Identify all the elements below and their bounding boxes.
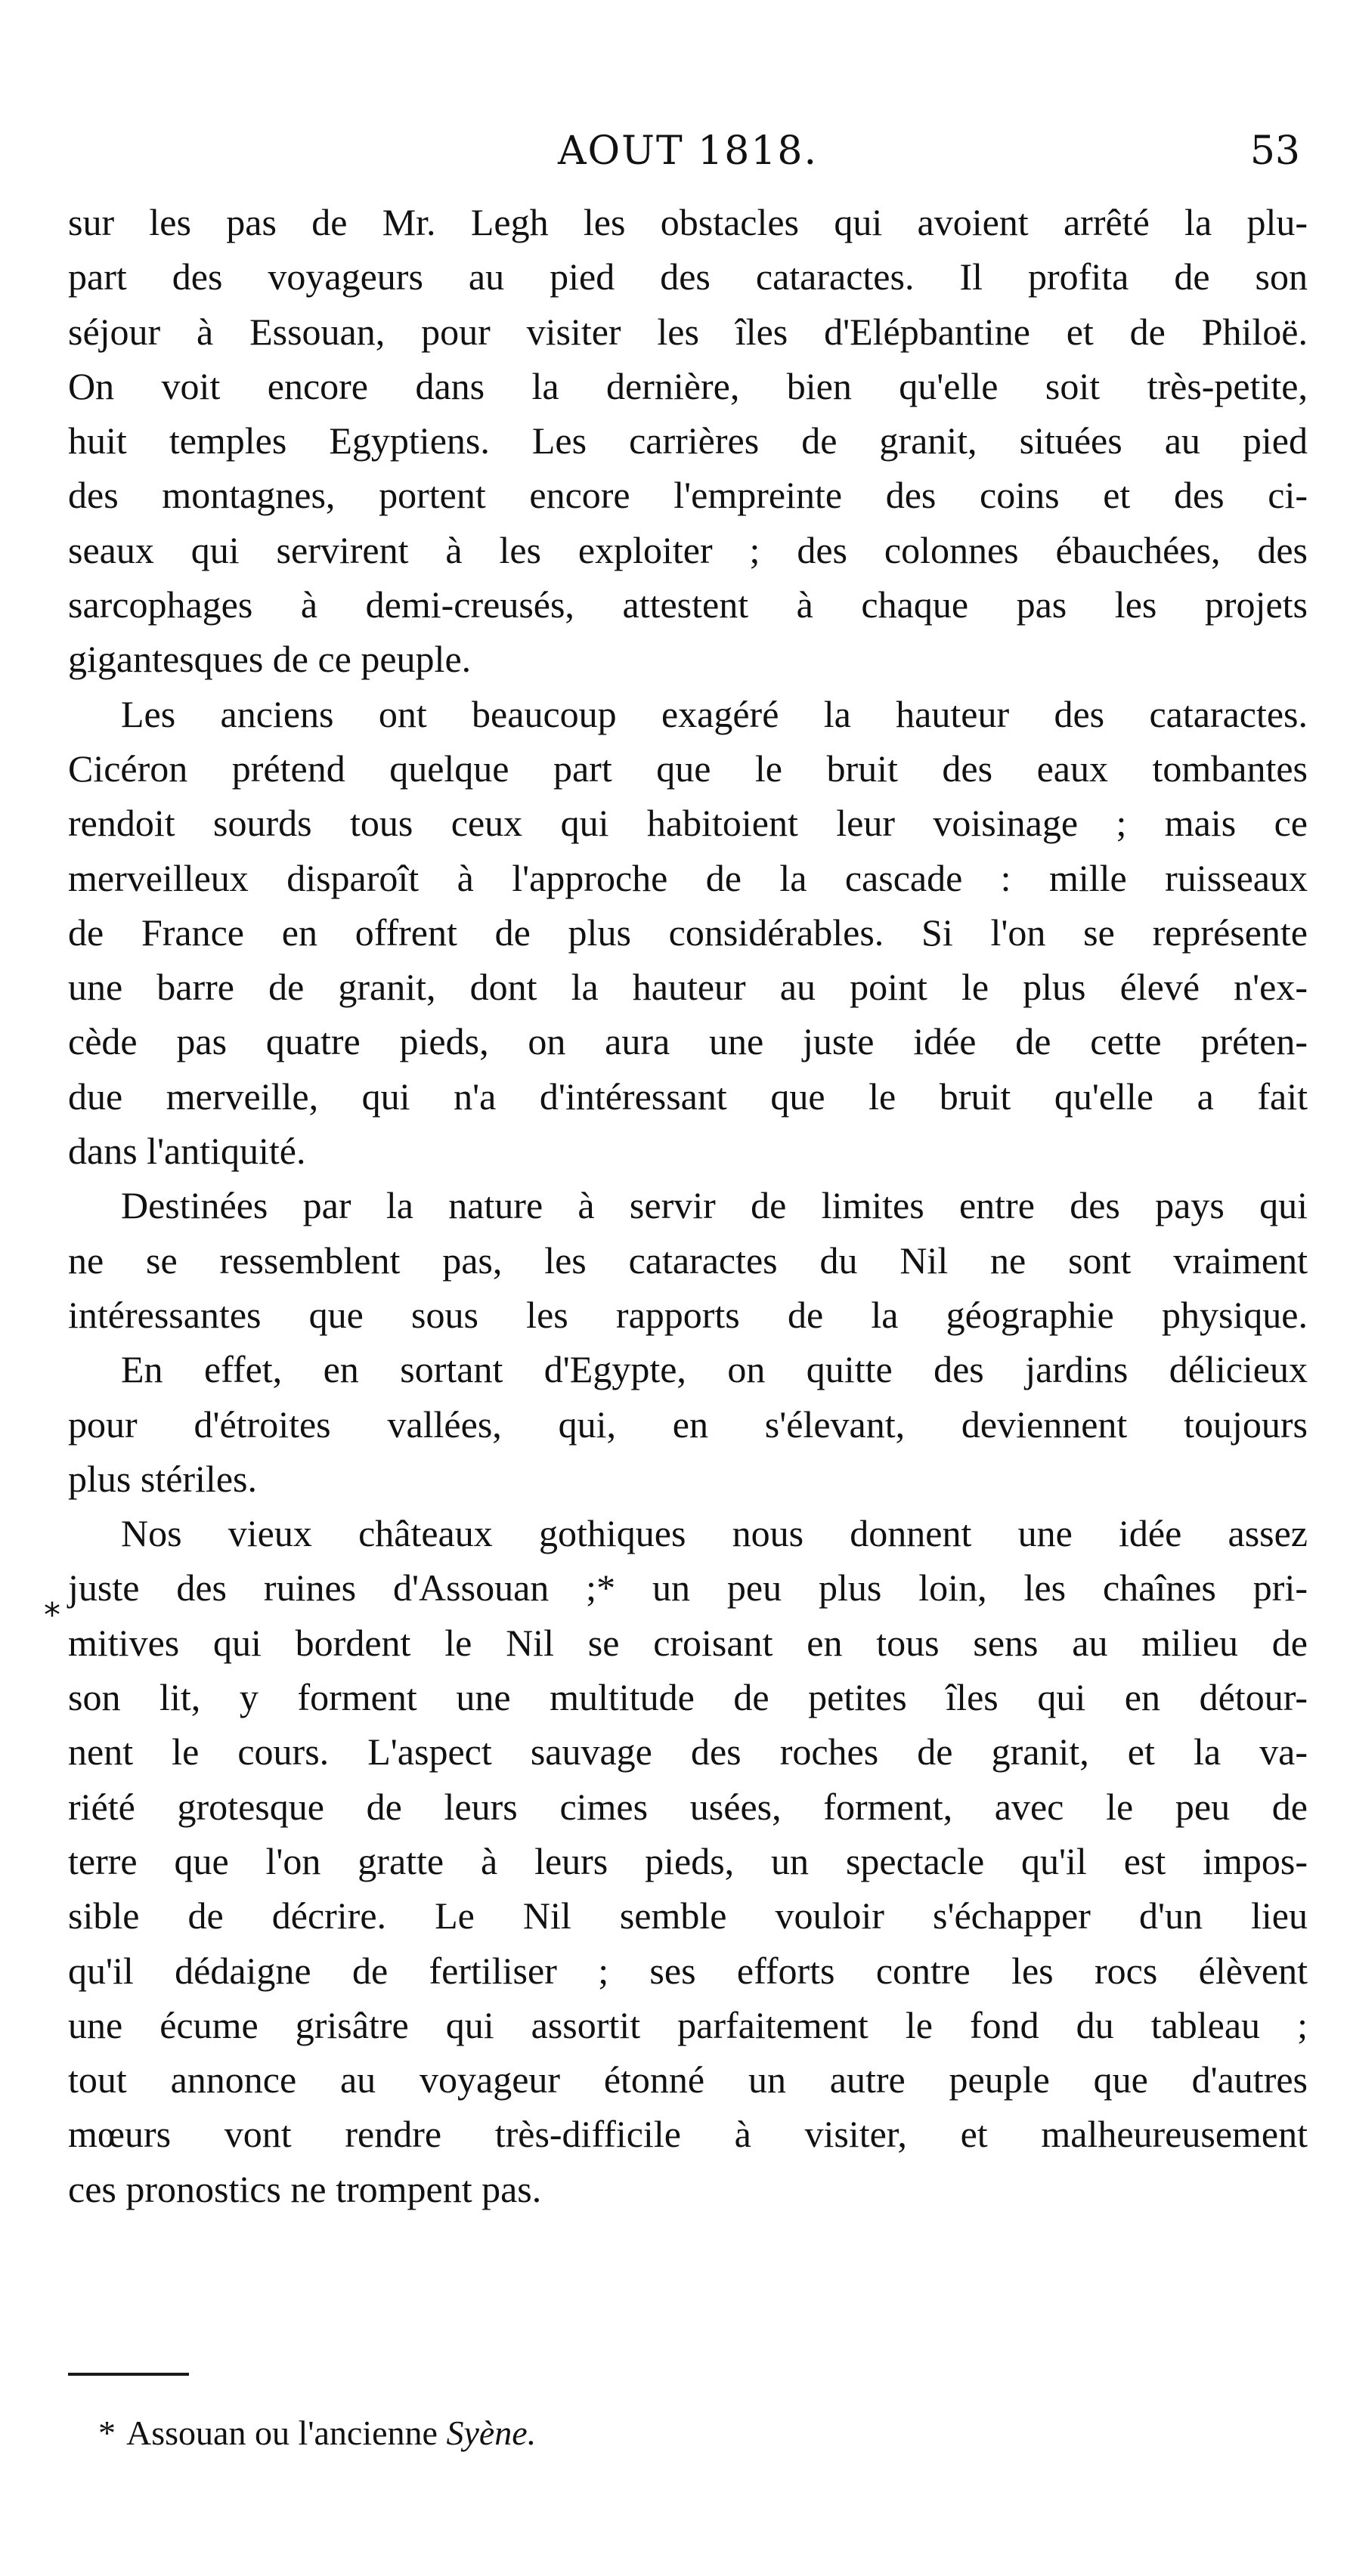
- text-line: son lit, y forment une multitude de petites îles qui en détour-: [68, 1676, 1308, 1719]
- text-line: ne se ressemblent pas, les cataractes du Nil ne sont vraiment: [68, 1239, 1308, 1282]
- text-line: séjour à Essouan, pour visiter les îles d'Elépbantine et de Philoë.: [68, 310, 1308, 353]
- text-line: sarcophages à demi-creusés, attestent à chaque pas les projets: [68, 583, 1308, 626]
- footnote-emphasis: Syène.: [446, 2414, 537, 2452]
- footnote-divider: [68, 2373, 189, 2376]
- text-line: une barre de granit, dont la hauteur au point le plus élevé n'ex-: [68, 966, 1308, 1009]
- text-line: sible de décrire. Le Nil semble vouloir s'échapper d'un lieu: [68, 1894, 1308, 1937]
- paragraph-3: [68, 1178, 1308, 1506]
- text-line: Les anciens ont beaucoup exagéré la hauteur des cataractes.: [121, 692, 1308, 735]
- paragraph-4: [68, 1506, 1308, 2216]
- text-line: ces pronostics ne trompent pas.: [68, 2167, 542, 2210]
- text-line: terre que l'on gratte à leurs pieds, un spectacle qu'il est impos-: [68, 1839, 1308, 1882]
- page-number: 53: [1249, 128, 1300, 174]
- footnote-marker: *: [98, 2414, 116, 2452]
- text-line: rendoit sourds tous ceux qui habitoient leur voisinage ; mais ce: [68, 802, 1308, 845]
- footnote: [98, 2411, 536, 2456]
- paragraph-2: [68, 687, 1308, 1179]
- text-line: Nos vieux châteaux gothiques nous donnent une idée assez: [121, 1512, 1308, 1555]
- text-line: En effet, en sortant d'Egypte, on quitte des jardins délicieux: [121, 1348, 1308, 1391]
- text-line: sur les pas de Mr. Legh les obstacles qui avoient arrêté la plu-: [68, 201, 1308, 243]
- text-line: gigantesques de ce peuple.: [68, 638, 472, 681]
- footnote-text: Assouan ou l'ancienne: [126, 2414, 438, 2452]
- text-line: On voit encore dans la dernière, bien qu'elle soit très-petite,: [68, 364, 1308, 407]
- body-text: [68, 195, 1308, 2216]
- margin-asterisk-mark: *: [44, 1596, 60, 1634]
- text-line: merveilleux disparoît à l'approche de la cascade : mille ruisseaux: [68, 856, 1308, 899]
- text-line: une écume grisâtre qui assortit parfaitement le fond du tableau ;: [68, 2003, 1308, 2046]
- text-line: cède pas quatre pieds, on aura une juste idée de cette préten-: [68, 1020, 1308, 1063]
- text-line: pour d'étroites vallées, qui, en s'élevant, deviennent toujours: [68, 1402, 1308, 1446]
- text-line: Cicéron prétend quelque part que le bruit des eaux tombantes: [68, 747, 1308, 790]
- running-title: AOUT 1818.: [557, 128, 819, 174]
- paragraph-1: [68, 195, 1308, 687]
- text-line: due merveille, qui n'a d'intéressant que le bruit qu'elle a fait: [68, 1075, 1308, 1118]
- text-line: qu'il dédaigne de fertiliser ; ses efforts contre les rocs élèvent: [68, 1949, 1308, 1992]
- text-line: nent le cours. L'aspect sauvage des roches de granit, et la va-: [68, 1730, 1308, 1774]
- text-line: intéressantes que sous les rapports de la géographie physique.: [68, 1293, 1308, 1336]
- text-line: plus stériles.: [68, 1457, 257, 1500]
- text-line: Destinées par la nature à servir de limites entre des pays qui: [121, 1184, 1308, 1227]
- text-line: seaux qui servirent à les exploiter ; des colonnes ébauchées, des: [68, 528, 1308, 571]
- text-line: juste des ruines d'Assouan ;* un peu plus loin, les chaînes pri-: [68, 1566, 1308, 1610]
- text-line: huit temples Egyptiens. Les carrières de granit, situées au pied: [68, 419, 1308, 462]
- text-line: mœurs vont rendre très-difficile à visiter, et malheureusement: [68, 2113, 1308, 2156]
- text-line: mitives qui bordent le Nil se croisant en tous sens au milieu de: [68, 1621, 1308, 1664]
- text-line: des montagnes, portent encore l'empreinte des coins et des ci-: [68, 474, 1308, 517]
- text-line: de France en offrent de plus considérables. Si l'on se représente: [68, 911, 1308, 954]
- text-line: part des voyageurs au pied des cataractes. Il profita de son: [68, 255, 1308, 298]
- text-line: riété grotesque de leurs cimes usées, forment, avec le peu de: [68, 1785, 1308, 1828]
- text-line: dans l'antiquité.: [68, 1130, 306, 1173]
- running-head: [68, 121, 1308, 181]
- text-line: tout annonce au voyageur étonné un autre peuple que d'autres: [68, 2058, 1308, 2101]
